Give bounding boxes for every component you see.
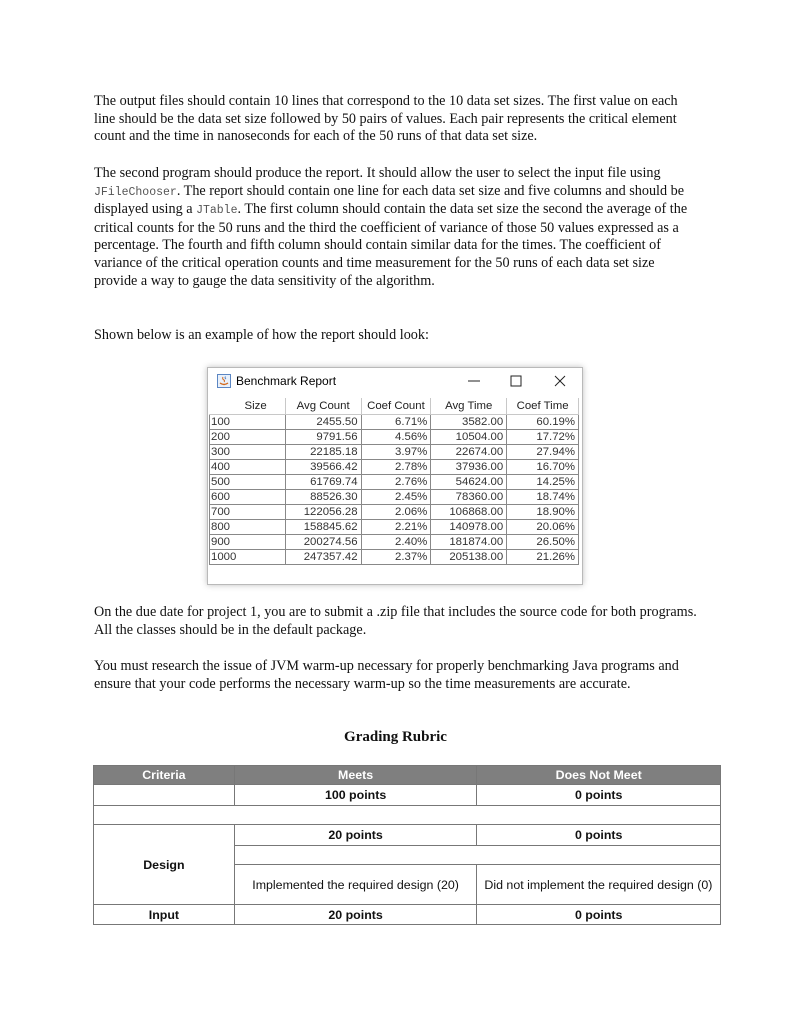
rubric-input-meets-points: 20 points xyxy=(234,905,477,925)
minimize-button[interactable] xyxy=(456,370,492,392)
table-header-row xyxy=(210,398,579,415)
rubric-spacer-cell xyxy=(94,806,721,825)
rubric-input-label: Input xyxy=(94,905,235,925)
table-row[interactable] xyxy=(210,415,579,430)
window-titlebar[interactable] xyxy=(208,368,582,396)
report-table xyxy=(209,398,579,565)
cell-coef-time[interactable]: 26.50% xyxy=(507,535,579,550)
window-title: Benchmark Report xyxy=(236,374,337,388)
cell-avg-time[interactable]: 78360.00 xyxy=(431,490,507,505)
grading-rubric-table xyxy=(93,765,721,925)
column-header-size[interactable]: Size xyxy=(210,398,286,415)
cell-avg-time[interactable]: 10504.00 xyxy=(431,430,507,445)
paragraph-second-program xyxy=(94,165,699,290)
rubric-spacer-row xyxy=(94,806,721,825)
cell-coef-count[interactable]: 2.40% xyxy=(361,535,431,550)
report-table-container xyxy=(209,398,579,572)
cell-coef-time[interactable]: 21.26% xyxy=(507,550,579,565)
cell-coef-count[interactable]: 2.37% xyxy=(361,550,431,565)
cell-size[interactable]: 200 xyxy=(210,430,286,445)
minimize-icon xyxy=(467,375,481,387)
cell-size[interactable]: 1000 xyxy=(210,550,286,565)
rubric-total-row xyxy=(94,785,721,806)
rubric-input-row xyxy=(94,905,721,925)
cell-coef-time[interactable]: 18.74% xyxy=(507,490,579,505)
cell-coef-time[interactable]: 14.25% xyxy=(507,475,579,490)
column-header-avg-time[interactable]: Avg Time xyxy=(431,398,507,415)
cell-coef-count[interactable]: 2.06% xyxy=(361,505,431,520)
column-header-coef-count[interactable]: Coef Count xyxy=(361,398,431,415)
rubric-design-label: Design xyxy=(94,825,235,905)
cell-coef-count[interactable]: 2.21% xyxy=(361,520,431,535)
maximize-button[interactable] xyxy=(498,370,534,392)
cell-coef-count[interactable]: 2.78% xyxy=(361,460,431,475)
cell-coef-count[interactable]: 2.45% xyxy=(361,490,431,505)
cell-size[interactable]: 400 xyxy=(210,460,286,475)
cell-size[interactable]: 100 xyxy=(210,415,286,430)
paragraph-output-files: The output files should contain 10 lines that correspond to the 10 data set sizes. The first value on each line should be the data set size followed by 50 pairs of values. Each pair represents the critical element count and the time in nanoseconds for each of the 50 runs of that data set size. xyxy=(94,93,678,145)
cell-size[interactable]: 800 xyxy=(210,520,286,535)
table-row[interactable] xyxy=(210,460,579,475)
cell-size[interactable]: 900 xyxy=(210,535,286,550)
rubric-header-criteria: Criteria xyxy=(94,766,235,785)
table-row[interactable] xyxy=(210,430,579,445)
cell-avg-time[interactable]: 106868.00 xyxy=(431,505,507,520)
table-row[interactable] xyxy=(210,535,579,550)
cell-avg-time[interactable]: 54624.00 xyxy=(431,475,507,490)
cell-avg-count[interactable]: 122056.28 xyxy=(285,505,361,520)
cell-avg-time[interactable]: 3582.00 xyxy=(431,415,507,430)
rubric-design-not-desc: Did not implement the required design (0) xyxy=(477,865,721,905)
cell-coef-time[interactable]: 60.19% xyxy=(507,415,579,430)
rubric-total-not-meet: 0 points xyxy=(477,785,721,806)
rubric-design-meets-points: 20 points xyxy=(234,825,477,846)
cell-size[interactable]: 700 xyxy=(210,505,286,520)
cell-coef-time[interactable]: 16.70% xyxy=(507,460,579,475)
cell-avg-count[interactable]: 158845.62 xyxy=(285,520,361,535)
cell-avg-time[interactable]: 37936.00 xyxy=(431,460,507,475)
close-button[interactable] xyxy=(542,370,578,392)
cell-avg-time[interactable]: 140978.00 xyxy=(431,520,507,535)
column-header-coef-time[interactable]: Coef Time xyxy=(507,398,579,415)
paragraph-example-intro: Shown below is an example of how the report should look: xyxy=(94,327,429,343)
table-row[interactable] xyxy=(210,490,579,505)
paragraph-due-date: On the due date for project 1, you are to submit a .zip file that includes the source code for both programs. All the classes should be in the default package. xyxy=(94,604,697,638)
table-row[interactable] xyxy=(210,445,579,460)
table-row[interactable] xyxy=(210,475,579,490)
table-row[interactable] xyxy=(210,550,579,565)
cell-avg-count[interactable]: 22185.18 xyxy=(285,445,361,460)
code-jfilechooser: JFileChooser xyxy=(94,185,177,199)
cell-avg-count[interactable]: 61769.74 xyxy=(285,475,361,490)
table-row[interactable] xyxy=(210,505,579,520)
cell-avg-count[interactable]: 247357.42 xyxy=(285,550,361,565)
rubric-design-meets-desc: Implemented the required design (20) xyxy=(234,865,477,905)
cell-avg-count[interactable]: 2455.50 xyxy=(285,415,361,430)
rubric-total-meets: 100 points xyxy=(234,785,477,806)
close-icon xyxy=(553,375,567,387)
rubric-header-not-meet: Does Not Meet xyxy=(477,766,721,785)
paragraph-second-program-text-b: . The report should contain one line for each data set size and five columns and should be displayed using a xyxy=(94,182,685,218)
rubric-design-not-points: 0 points xyxy=(477,825,721,846)
rubric-header-row xyxy=(94,766,721,785)
cell-coef-time[interactable]: 18.90% xyxy=(507,505,579,520)
cell-size[interactable]: 600 xyxy=(210,490,286,505)
report-table-body xyxy=(210,415,579,565)
paragraph-second-program-text-c: . The first column should contain the data set size the second the average of the critical counts for the 50 runs and the third the coefficient of variance of those 50 values expressed as a percentage. The fourth and fifth column should contain similar data for the times. The coefficient of variance of the critical operation counts and time measurement for the 50 runs of each data set size provide a way to gauge the data sensitivity of the algorithm. xyxy=(94,201,688,289)
cell-avg-count[interactable]: 200274.56 xyxy=(285,535,361,550)
rubric-title: Grading Rubric xyxy=(344,729,447,745)
cell-coef-time[interactable]: 17.72% xyxy=(507,430,579,445)
cell-coef-time[interactable]: 27.94% xyxy=(507,445,579,460)
cell-avg-time[interactable]: 181874.00 xyxy=(431,535,507,550)
rubric-design-points-row xyxy=(94,825,721,846)
cell-size[interactable]: 500 xyxy=(210,475,286,490)
cell-coef-time[interactable]: 20.06% xyxy=(507,520,579,535)
column-header-avg-count[interactable]: Avg Count xyxy=(285,398,361,415)
paragraph-second-program-text-a: The second program should produce the report. It should allow the user to select the input file using xyxy=(94,165,661,181)
rubric-header-meets: Meets xyxy=(234,766,477,785)
cell-avg-count[interactable]: 88526.30 xyxy=(285,490,361,505)
java-coffee-icon xyxy=(217,374,231,388)
cell-avg-time[interactable]: 205138.00 xyxy=(431,550,507,565)
rubric-input-not-points: 0 points xyxy=(477,905,721,925)
cell-avg-time[interactable]: 22674.00 xyxy=(431,445,507,460)
cell-size[interactable]: 300 xyxy=(210,445,286,460)
maximize-icon xyxy=(509,375,523,387)
cell-coef-count[interactable]: 2.76% xyxy=(361,475,431,490)
rubric-design-spacer-cell xyxy=(234,846,720,865)
cell-coef-count[interactable]: 4.56% xyxy=(361,430,431,445)
cell-coef-count[interactable]: 3.97% xyxy=(361,445,431,460)
table-row[interactable] xyxy=(210,520,579,535)
cell-avg-count[interactable]: 9791.56 xyxy=(285,430,361,445)
cell-avg-count[interactable]: 39566.42 xyxy=(285,460,361,475)
rubric-total-criteria xyxy=(94,785,235,806)
code-jtable: JTable xyxy=(196,204,238,218)
benchmark-report-window xyxy=(207,367,583,585)
cell-coef-count[interactable]: 6.71% xyxy=(361,415,431,430)
paragraph-jvm-warmup: You must research the issue of JVM warm-up necessary for properly benchmarking Java programs and ensure that your code performs the necessary warm-up so the time measurements are accurate. xyxy=(94,658,679,692)
